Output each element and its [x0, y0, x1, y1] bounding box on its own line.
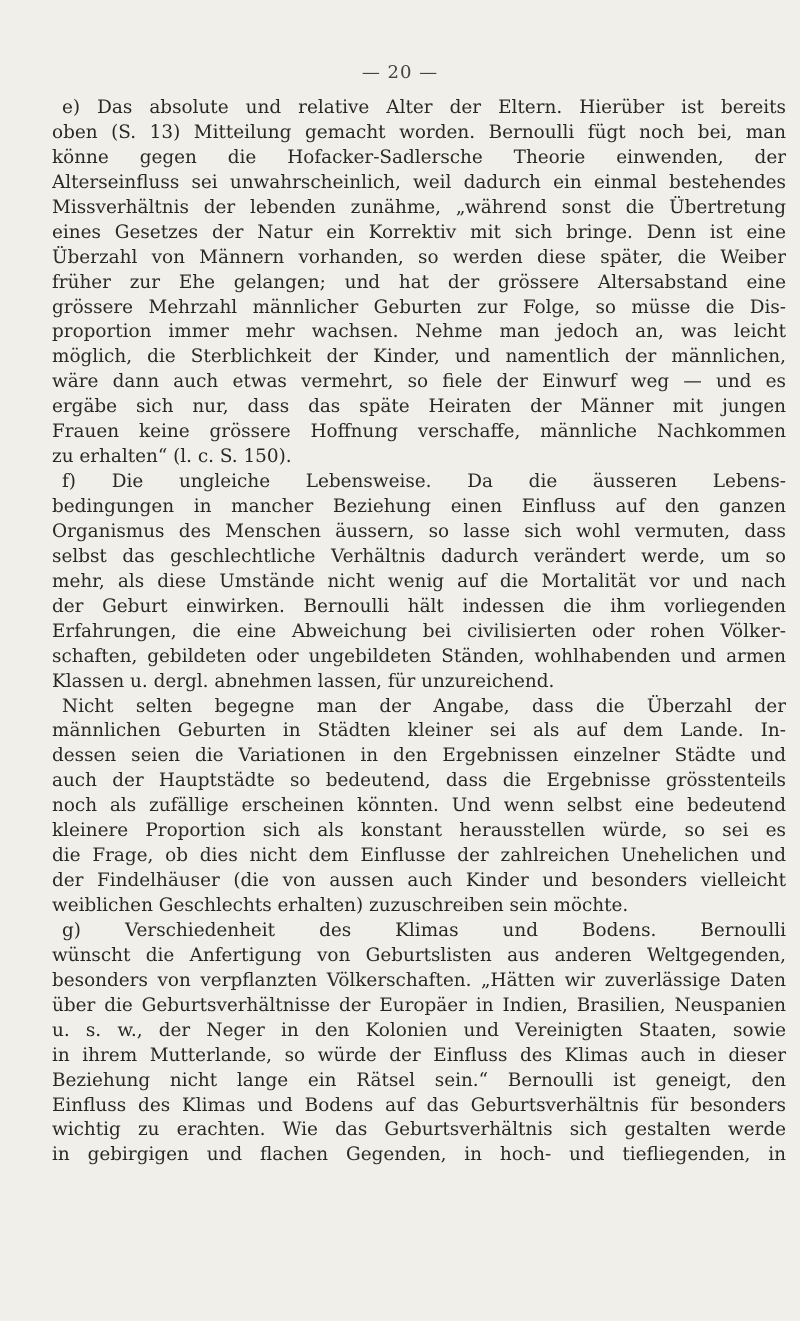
text-line: der Findelhäuser (die von aussen auch Kinder und besonders vielleicht — [52, 870, 786, 892]
text-line: Beziehung nicht lange ein Rätsel sein.“ Bernoulli ist geneigt, den — [52, 1069, 786, 1091]
text-line: Missverhältnis der lebenden zunähme, „während sonst die Übertretung — [52, 196, 786, 218]
text-line: Klassen u. dergl. abnehmen lassen, für unzureichend. — [52, 670, 555, 692]
text-line: grössere Mehrzahl männlicher Geburten zur Folge, so müsse die Dis- — [52, 296, 786, 318]
page-number: — 20 — — [361, 62, 439, 83]
text-line: Einfluss des Klimas und Bodens auf das Geburtsverhältnis für besonders — [52, 1094, 786, 1116]
text-line: ergäbe sich nur, dass das späte Heiraten der Männer mit jungen — [52, 396, 786, 418]
text-line: proportion immer mehr wachsen. Nehme man jedoch an, was leicht — [52, 321, 786, 343]
text-line: wichtig zu erachten. Wie das Geburtsverhältnis sich gestalten werde — [52, 1119, 786, 1141]
text-line: Organismus des Menschen äussern, so lasse sich wohl vermuten, dass — [52, 520, 786, 542]
text-line: oben (S. 13) Mitteilung gemacht worden. Bernoulli fügt noch bei, man — [52, 121, 786, 143]
text-line: könne gegen die Hofacker-Sadlersche Theorie einwenden, der — [52, 146, 786, 168]
text-line: noch als zufällige erscheinen könnten. Und wenn selbst eine bedeutend — [52, 795, 786, 817]
text-line: mehr, als diese Umstände nicht wenig auf die Mortalität vor und nach — [52, 570, 786, 592]
text-line: Frauen keine grössere Hoffnung verschaffe, männliche Nachkommen — [52, 421, 786, 443]
text-line: wünscht die Anfertigung von Geburtslisten aus anderen Weltgegenden, — [52, 944, 786, 966]
text-line: selbst das geschlechtliche Verhältnis dadurch verändert werde, um so — [52, 545, 786, 567]
text-line: möglich, die Sterblichkeit der Kinder, und namentlich der männlichen, — [52, 346, 786, 368]
text-line: die Frage, ob dies nicht dem Einflusse der zahlreichen Unehelichen und — [52, 845, 786, 867]
text-line: dessen seien die Variationen in den Ergebnissen einzelner Städte und — [52, 745, 786, 767]
text-line: kleinere Proportion sich als konstant herausstellen würde, so sei es — [52, 820, 786, 842]
text-line: in gebirgigen und flachen Gegenden, in hoch- und tiefliegenden, in — [52, 1144, 786, 1166]
text-line: in ihrem Mutterlande, so würde der Einfluss des Klimas auch in dieser — [52, 1044, 786, 1066]
text-line: Überzahl von Männern vorhanden, so werden diese später, die Weiber — [52, 246, 786, 268]
text-line: e) Das absolute und relative Alter der Eltern. Hierüber ist bereits — [62, 97, 786, 118]
text-line: besonders von verpflanzten Völkerschaften. „Hätten wir zuverlässige Daten — [52, 969, 786, 991]
text-line: männlichen Geburten in Städten kleiner sei als auf dem Lande. In- — [52, 720, 786, 742]
text-line: Erfahrungen, die eine Abweichung bei civilisierten oder rohen Völker- — [52, 620, 786, 642]
text-line: Alterseinfluss sei unwahrscheinlich, weil dadurch ein einmal bestehendes — [52, 171, 786, 193]
text-line: früher zur Ehe gelangen; und hat der grössere Altersabstand eine — [52, 271, 786, 293]
text-line: bedingungen in mancher Beziehung einen Einfluss auf den ganzen — [52, 496, 786, 517]
text-line: u. s. w., der Neger in den Kolonien und Vereinigten Staaten, sowie — [52, 1019, 786, 1041]
text-line: der Geburt einwirken. Bernoulli hält indessen die ihm vorliegenden — [52, 595, 786, 617]
text-line: Nicht selten begegne man der Angabe, dass die Überzahl der — [62, 695, 786, 717]
text-line: auch der Hauptstädte so bedeutend, dass die Ergebnisse grösstenteils — [52, 770, 786, 792]
text-line: wäre dann auch etwas vermehrt, so fiele der Einwurf weg — und es — [52, 371, 786, 393]
text-line: weiblichen Geschlechts erhalten) zuzuschreiben sein möchte. — [52, 895, 629, 916]
body-text — [52, 96, 786, 1168]
text-line: schaften, gebildeten oder ungebildeten Ständen, wohlhabenden und armen — [52, 645, 786, 667]
text-line: f) Die ungleiche Lebensweise. Da die äusseren Lebens- — [62, 471, 786, 493]
text-line: g) Verschiedenheit des Klimas und Bodens. Bernoulli — [62, 919, 786, 941]
text-line: zu erhalten“ (l. c. S. 150). — [52, 446, 292, 468]
text-line: über die Geburtsverhältnisse der Europäer in Indien, Brasilien, Neuspanien — [52, 994, 786, 1016]
text-line: eines Gesetzes der Natur ein Korrektiv mit sich bringe. Denn ist eine — [52, 221, 786, 243]
